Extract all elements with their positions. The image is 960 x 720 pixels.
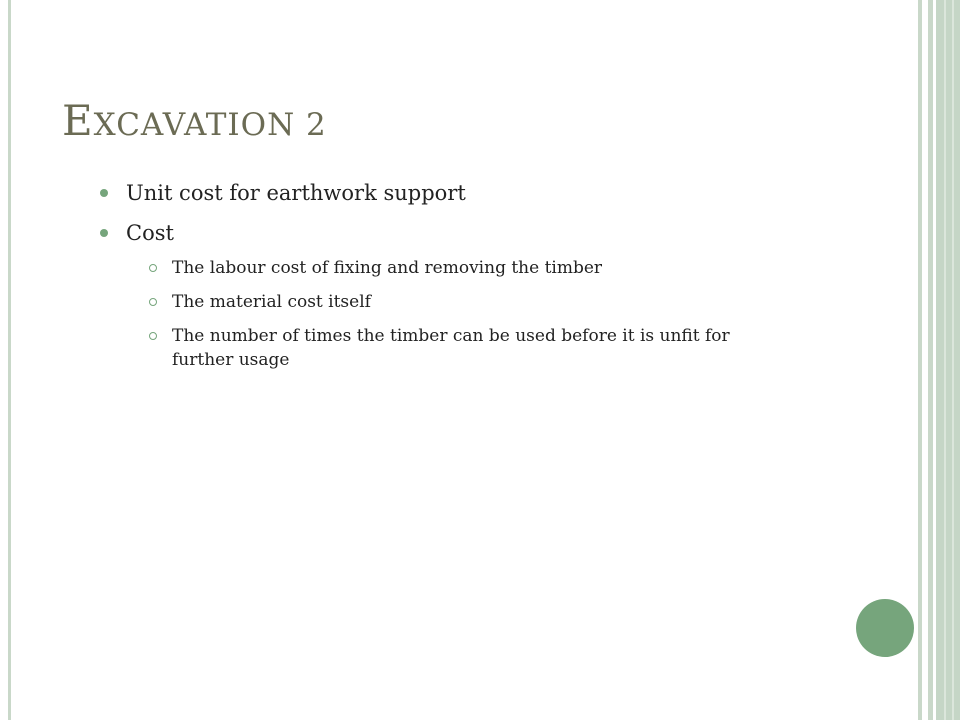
right-stripe [936, 0, 960, 720]
ring-bullet-icon [149, 332, 157, 340]
slide-title [62, 96, 327, 145]
ring-bullet-icon [149, 298, 157, 306]
right-stripe [944, 0, 946, 720]
sub-bullet-item [148, 290, 788, 314]
decorative-circle [856, 599, 914, 657]
title-initial: E [62, 96, 94, 145]
sub-bullet-text: The material cost itself [172, 292, 371, 312]
bullet-item [100, 218, 800, 248]
right-stripe [952, 0, 954, 720]
title-rest: XCAVATION 2 [93, 107, 327, 143]
sub-bullet-list [148, 256, 788, 382]
bullet-dot-icon [100, 189, 108, 197]
bullet-dot-icon [100, 229, 108, 237]
sub-bullet-item [148, 256, 788, 280]
sub-bullet-text: The labour cost of fixing and removing the timber [172, 258, 603, 278]
sub-bullet-text: The number of times the timber can be used before it is unfit for further usage [172, 326, 730, 370]
ring-bullet-icon [149, 264, 157, 272]
bullet-list [100, 178, 800, 370]
bullet-text: Cost [126, 221, 174, 245]
sub-bullet-item [148, 324, 788, 372]
left-frame-line [8, 0, 11, 720]
bullet-item [100, 178, 800, 208]
bullet-text: Unit cost for earthwork support [126, 181, 466, 205]
